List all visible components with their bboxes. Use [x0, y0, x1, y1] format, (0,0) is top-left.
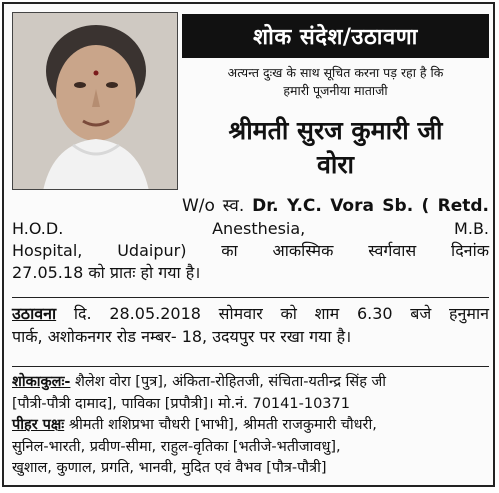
notice-title-band: [182, 14, 489, 58]
uthavna-text-1: दि. 28.05.2018 सोमवार को शाम 6.30 बजे हनुमान: [73, 304, 489, 323]
intro-line-2: हमारी पूजनीया माताजी: [283, 83, 388, 98]
details-body: [12, 218, 489, 284]
mourners-section: [12, 372, 489, 480]
deceased-name-line-1: श्रीमती सुरज कुमारी जी: [228, 116, 443, 145]
mourners-text-3: श्रीमती शशिप्रभा चौधरी [भाभी], श्रीमती राजकुमारी चौधरी,: [68, 417, 377, 433]
details-line-3: Hospital, Udaipur) का आकस्मिक स्वर्गवास दिनांक: [12, 241, 489, 260]
uthavna-label: उठावना: [12, 304, 57, 323]
details-lead-line: [182, 194, 489, 218]
mourners-label: शोकाकुलः-: [12, 374, 71, 390]
portrait-illustration: [13, 13, 178, 190]
divider-1: [12, 297, 489, 298]
deceased-name-line-2: वोरा: [316, 150, 355, 179]
uthavna-line-1: [12, 302, 489, 325]
uthavna-line-2: पार्क, अशोकनगर रोड नम्बर- 18, उदयपुर पर रखा गया है।: [12, 327, 352, 346]
mourners-line-4: सुनिल-भारती, प्रवीण-सीमा, राहुल-वृतिका [भतीजे-भतीजावधु],: [12, 438, 341, 455]
portrait-photo: [12, 12, 178, 190]
deceased-name: [182, 114, 489, 182]
mourners-line-2: [पौत्री-पौत्री दामाद], पाविका [प्रपौत्री]। मो.नं. 70141-10371: [12, 395, 350, 412]
divider-2: [12, 366, 489, 367]
intro-text: [182, 64, 489, 100]
mourners-text-1: शैलेश वोरा [पुत्र], अंकिता-रोहितजी, संचिता-यतीन्द्र सिंह जी: [75, 374, 387, 390]
notice-title: शोक संदेश/उठावणा: [253, 25, 418, 50]
mourners-line-1: [12, 372, 489, 394]
details-line-2: H.O.D. Anesthesia, M.B.: [12, 219, 489, 238]
uthavna-section: [12, 302, 489, 348]
details-lead-bold: Dr. Y.C. Vora Sb. ( Retd.: [252, 196, 490, 216]
mourners-line-3: [12, 415, 489, 437]
pihar-label: पीहर पक्षः: [12, 417, 65, 433]
mourners-line-5: खुशाल, कुणाल, प्रगति, भानवी, मुदित एवं वैभव [पौत्र-पौत्री]: [12, 460, 327, 476]
details-lead-prefix: W/o स्व.: [182, 196, 245, 216]
intro-line-1: अत्यन्त दुःख के साथ सूचित करना पड़ रहा है कि: [227, 65, 444, 80]
obituary-notice: [2, 2, 495, 487]
details-line-4: 27.05.18 को प्रातः हो गया है।: [12, 263, 201, 282]
